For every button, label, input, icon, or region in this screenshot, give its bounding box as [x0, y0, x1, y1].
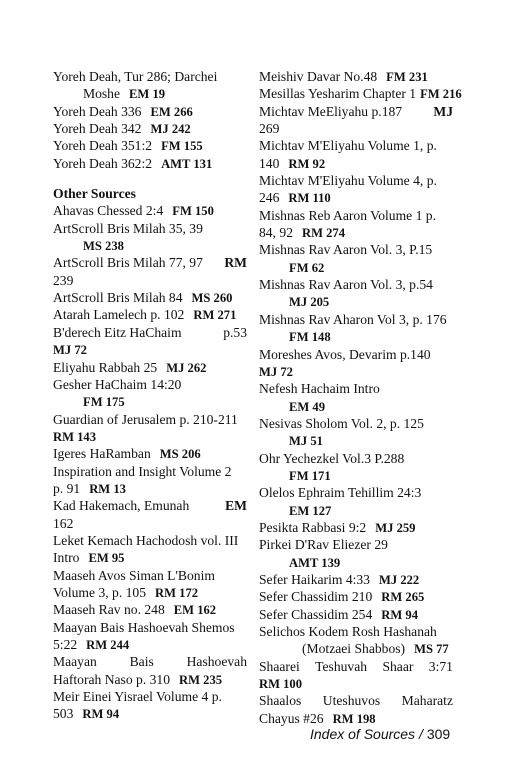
- entry-text: 239: [53, 272, 74, 288]
- index-entry-line: [259, 484, 453, 501]
- index-entry-line: [53, 254, 247, 271]
- entry-text: Yoreh Deah, Tur 286; Darchei: [53, 69, 218, 84]
- index-entry-line: [259, 588, 453, 605]
- entry-text: Maayan Bais Hashoevah Shemos: [53, 619, 235, 635]
- entry-text: Yoreh Deah 351:2: [53, 138, 153, 154]
- entry-text: Moshe: [83, 86, 121, 102]
- entry-text: Eliyahu Rabbah 25: [53, 359, 158, 375]
- entry-text: 246: [259, 190, 280, 206]
- entry-reference: MJ 259: [375, 520, 416, 535]
- entry-text: Mishnas Rav Aaron Vol. 3, P.15: [259, 242, 433, 258]
- entry-text: Haftorah Naso p. 310: [53, 671, 171, 687]
- index-entry-line: [53, 688, 247, 705]
- entry-reference: RM 94: [381, 607, 419, 622]
- entry-reference: FM 150: [172, 204, 214, 219]
- entry-reference: RM 271: [193, 308, 237, 323]
- index-entry-line: [53, 324, 247, 341]
- entry-text: (Motzaei Shabbos): [302, 641, 406, 657]
- entry-reference: RM 244: [86, 638, 130, 652]
- entry-text: Maaseh Rav no. 248: [53, 602, 165, 618]
- index-entry-line: [53, 68, 247, 85]
- entry-reference: RM 235: [179, 672, 223, 687]
- index-entry-line: [53, 359, 247, 376]
- index-entry-line: [259, 692, 453, 709]
- index-entry-line: [53, 411, 247, 428]
- entry-text: Nefesh Hachaim Intro: [259, 381, 380, 397]
- index-entry-line: [53, 120, 247, 137]
- footer-section-title: Index of Sources /: [310, 726, 423, 742]
- entry-text: Guardian of Jerusalem p. 210-211: [53, 411, 238, 427]
- entry-text: Pirkei D'Rav Eliezer 29: [259, 537, 388, 553]
- entry-reference: MS 238: [83, 239, 124, 254]
- entry-text: 162: [53, 515, 74, 531]
- entry-text: Maaseh Avos Siman L'Bonim: [53, 567, 215, 583]
- index-entry-line: [259, 640, 453, 657]
- entry-reference: EM 95: [88, 551, 125, 566]
- index-entry-line: [53, 463, 247, 480]
- index-entry-line: [259, 172, 453, 189]
- index-entry-line: [259, 675, 453, 692]
- index-entry-line: [259, 710, 453, 727]
- entry-text: Maharatz: [401, 693, 453, 709]
- entry-text: Mishnas Rav Aharon Vol 3, p. 176: [259, 311, 447, 327]
- entry-reference: RM 172: [155, 585, 199, 600]
- index-entry-line: [53, 202, 247, 219]
- index-entry-line: [259, 85, 462, 102]
- entry-reference: RM 100: [259, 677, 303, 692]
- entry-reference: MJ 72: [259, 364, 293, 379]
- entry-reference: MJ 51: [289, 434, 323, 449]
- index-entry-line: [53, 445, 247, 462]
- section-gap: [53, 172, 247, 185]
- entry-text: Michtav M'Eliyahu Volume 1, p.: [259, 138, 437, 154]
- index-entry-line: [53, 601, 247, 618]
- index-entry-line: [259, 224, 453, 241]
- entry-reference: EM 266: [150, 104, 193, 119]
- entry-text: Ahavas Chessed 2:4: [53, 203, 164, 219]
- index-entry-line: [259, 606, 453, 623]
- index-entry-line: [53, 671, 247, 688]
- entry-text: Leket Kemach Hachodosh vol. III: [53, 532, 239, 548]
- entry-text: Chayus #26: [259, 710, 324, 726]
- entry-text: Gesher HaChaim 14:20: [53, 376, 182, 392]
- index-entry-line: [53, 155, 247, 172]
- index-entry-line: [53, 428, 247, 445]
- entry-text: Yoreh Deah 362:2: [53, 155, 153, 171]
- entry-reference: EM 162: [173, 603, 217, 618]
- index-entry-line: [259, 432, 453, 449]
- entry-text: Ohr Yechezkel Vol.3 P.288: [259, 450, 405, 466]
- index-entry-line: [53, 393, 247, 410]
- index-entry-line: [53, 497, 247, 514]
- section-heading: Other Sources: [53, 186, 136, 202]
- entry-reference: MJ 72: [53, 343, 87, 358]
- index-entry-line: [259, 467, 453, 484]
- entry-text: ArtScroll Bris Milah 35, 39: [53, 220, 203, 236]
- entry-text: MJ: [433, 103, 453, 119]
- index-entry-line: [259, 328, 453, 345]
- index-entry-line: [53, 137, 247, 154]
- index-entry-line: [259, 363, 453, 380]
- entry-text: Sefer Chassidim 254: [259, 606, 373, 622]
- entry-text: Shaalos: [259, 693, 302, 709]
- entry-text: Inspiration and Insight Volume 2: [53, 463, 232, 479]
- entry-reference: FM 216: [420, 87, 462, 102]
- entry-reference: RM 274: [301, 226, 346, 241]
- index-entry-line: [259, 120, 453, 137]
- index-entry-line: [53, 584, 247, 601]
- entry-reference: AMT 139: [289, 555, 341, 570]
- entry-text: Atarah Lamelech p. 102: [53, 307, 185, 323]
- entry-reference: MS 77: [414, 642, 449, 657]
- entry-text: Michtav M'Eliyahu Volume 4, p.: [259, 173, 437, 189]
- entry-reference: MJ 222: [378, 572, 420, 587]
- entry-text: 5:22: [53, 637, 78, 652]
- index-entry-line: [259, 346, 453, 363]
- index-entry-line: [259, 554, 453, 571]
- entry-text: EM: [225, 498, 247, 514]
- index-entry-line: [53, 532, 247, 549]
- entry-text: Michtav MeEliyahu p.187: [259, 103, 403, 119]
- index-entry-line: [259, 241, 453, 258]
- entry-reference: FM 231: [386, 70, 428, 84]
- entry-text: Intro: [53, 550, 80, 566]
- index-entry-line: [53, 567, 247, 584]
- index-entry-line: [53, 237, 247, 254]
- index-entry-line: [259, 68, 453, 85]
- index-entry-line: [53, 636, 247, 653]
- entry-text: Volume 3, p. 105: [53, 584, 147, 600]
- index-column-left: [53, 68, 247, 723]
- index-entry-line: [53, 341, 247, 358]
- entry-text: Meir Einei Yisrael Volume 4 p.: [53, 689, 222, 705]
- entry-text: ArtScroll Bris Milah 77, 97: [53, 255, 203, 271]
- index-entry-line: [259, 519, 453, 536]
- index-entry-line: [53, 289, 247, 306]
- index-entry-line: [259, 311, 453, 328]
- entry-text: Mishnas Reb Aaron Volume 1 p.: [259, 207, 436, 223]
- entry-text: 503: [53, 706, 74, 722]
- entry-text: Mishnas Rav Aaron Vol. 3, p.54: [259, 277, 433, 293]
- entry-reference: EM 49: [289, 399, 326, 414]
- entry-text: Maayan: [53, 654, 97, 670]
- entry-reference: FM 148: [289, 330, 331, 345]
- entry-reference: RM 265: [381, 590, 425, 605]
- entry-text: RM: [224, 255, 247, 271]
- entry-text: p.53: [223, 324, 247, 340]
- entry-text: 140: [259, 155, 280, 171]
- entry-reference: FM 62: [289, 260, 325, 275]
- entry-reference: FM 171: [289, 468, 331, 483]
- entry-text: Meishiv Davar No.48: [259, 69, 378, 84]
- page-number: 309: [426, 726, 451, 742]
- entry-text: ArtScroll Bris Milah 84: [53, 290, 183, 306]
- entry-text: Mesillas Yesharim Chapter 1: [259, 86, 417, 102]
- index-entry-line: [259, 103, 453, 120]
- page-footer: [310, 726, 450, 742]
- entry-text: 3:71: [428, 658, 453, 674]
- entry-text: 269: [259, 121, 280, 137]
- index-entry-line: [53, 515, 247, 532]
- entry-reference: MJ 205: [289, 295, 330, 310]
- entry-text: Selichos Kodem Rosh Hashanah: [259, 624, 437, 639]
- entry-text: Uteshuvos: [322, 693, 381, 709]
- entry-text: Sefer Haikarim 4:33: [259, 571, 370, 587]
- index-entry-line: [259, 623, 453, 640]
- entry-text: B'derech Eitz HaChaim: [53, 324, 182, 340]
- index-entry-line: [53, 103, 247, 120]
- index-entry-line: [53, 376, 247, 393]
- entry-reference: MJ 262: [166, 360, 207, 375]
- entry-text: Nesivas Sholom Vol. 2, p. 125: [259, 415, 424, 431]
- index-entry-line: [53, 619, 247, 636]
- entry-reference: RM 13: [89, 481, 126, 496]
- entry-text: Teshuvah: [315, 658, 368, 674]
- entry-text: p. 91: [53, 480, 81, 496]
- entry-reference: FM 175: [83, 395, 125, 410]
- index-entry-line: [53, 705, 247, 722]
- index-entry-line: [259, 571, 453, 588]
- index-entry-line: [53, 549, 247, 566]
- entry-text: Shaar: [382, 658, 414, 674]
- index-entry-line: [53, 653, 247, 670]
- index-entry-line: [259, 155, 453, 172]
- index-entry-line: [53, 306, 247, 323]
- entry-text: Bais: [129, 654, 154, 670]
- entry-text: Olelos Ephraim Tehillim 24:3: [259, 485, 422, 501]
- index-entry-line: [259, 450, 453, 467]
- entry-text: 84, 92: [259, 225, 293, 241]
- index-entry-line: [259, 398, 453, 415]
- index-entry-line: [53, 220, 247, 237]
- entry-reference: RM 94: [82, 707, 120, 722]
- entry-reference: MJ 242: [150, 122, 191, 137]
- entry-text: Moreshes Avos, Devarim p.140: [259, 346, 431, 362]
- index-entry-line: [259, 502, 453, 519]
- entry-reference: MS 206: [159, 447, 201, 462]
- entry-reference: EM 19: [129, 87, 166, 102]
- entry-reference: AMT 131: [161, 156, 213, 171]
- index-entry-line: [259, 380, 453, 397]
- entry-reference: FM 155: [161, 139, 203, 154]
- entry-text: Yoreh Deah 342: [53, 121, 142, 137]
- index-entry-line: [259, 415, 453, 432]
- index-entry-line: [259, 293, 453, 310]
- entry-text: Yoreh Deah 336: [53, 103, 142, 119]
- entry-text: Igeres HaRamban: [53, 446, 151, 462]
- index-entry-line: [259, 276, 453, 293]
- index-entry-line: [53, 480, 247, 497]
- entry-text: Sefer Chassidim 210: [259, 589, 373, 605]
- index-entry-line: [259, 259, 453, 276]
- entry-text: Shaarei: [259, 658, 300, 674]
- index-entry-line: [259, 137, 453, 154]
- entry-text: Hashoevah: [186, 654, 247, 670]
- entry-reference: RM 198: [332, 711, 376, 726]
- index-entry-line: [259, 207, 453, 224]
- index-column-right: [259, 68, 462, 727]
- index-entry-line: [259, 189, 453, 206]
- entry-reference: RM 110: [288, 191, 331, 206]
- index-entry-line: [53, 272, 247, 289]
- entry-reference: EM 127: [289, 503, 332, 518]
- index-entry-line: [259, 536, 453, 553]
- entry-text: Kad Hakemach, Emunah: [53, 498, 190, 514]
- entry-reference: MS 260: [191, 291, 233, 306]
- entry-reference: RM 92: [288, 156, 326, 171]
- index-entry-line: [53, 85, 247, 102]
- index-entry-line: [259, 658, 453, 675]
- entry-text: Pesikta Rabbasi 9:2: [259, 519, 367, 535]
- entry-reference: RM 143: [53, 429, 97, 444]
